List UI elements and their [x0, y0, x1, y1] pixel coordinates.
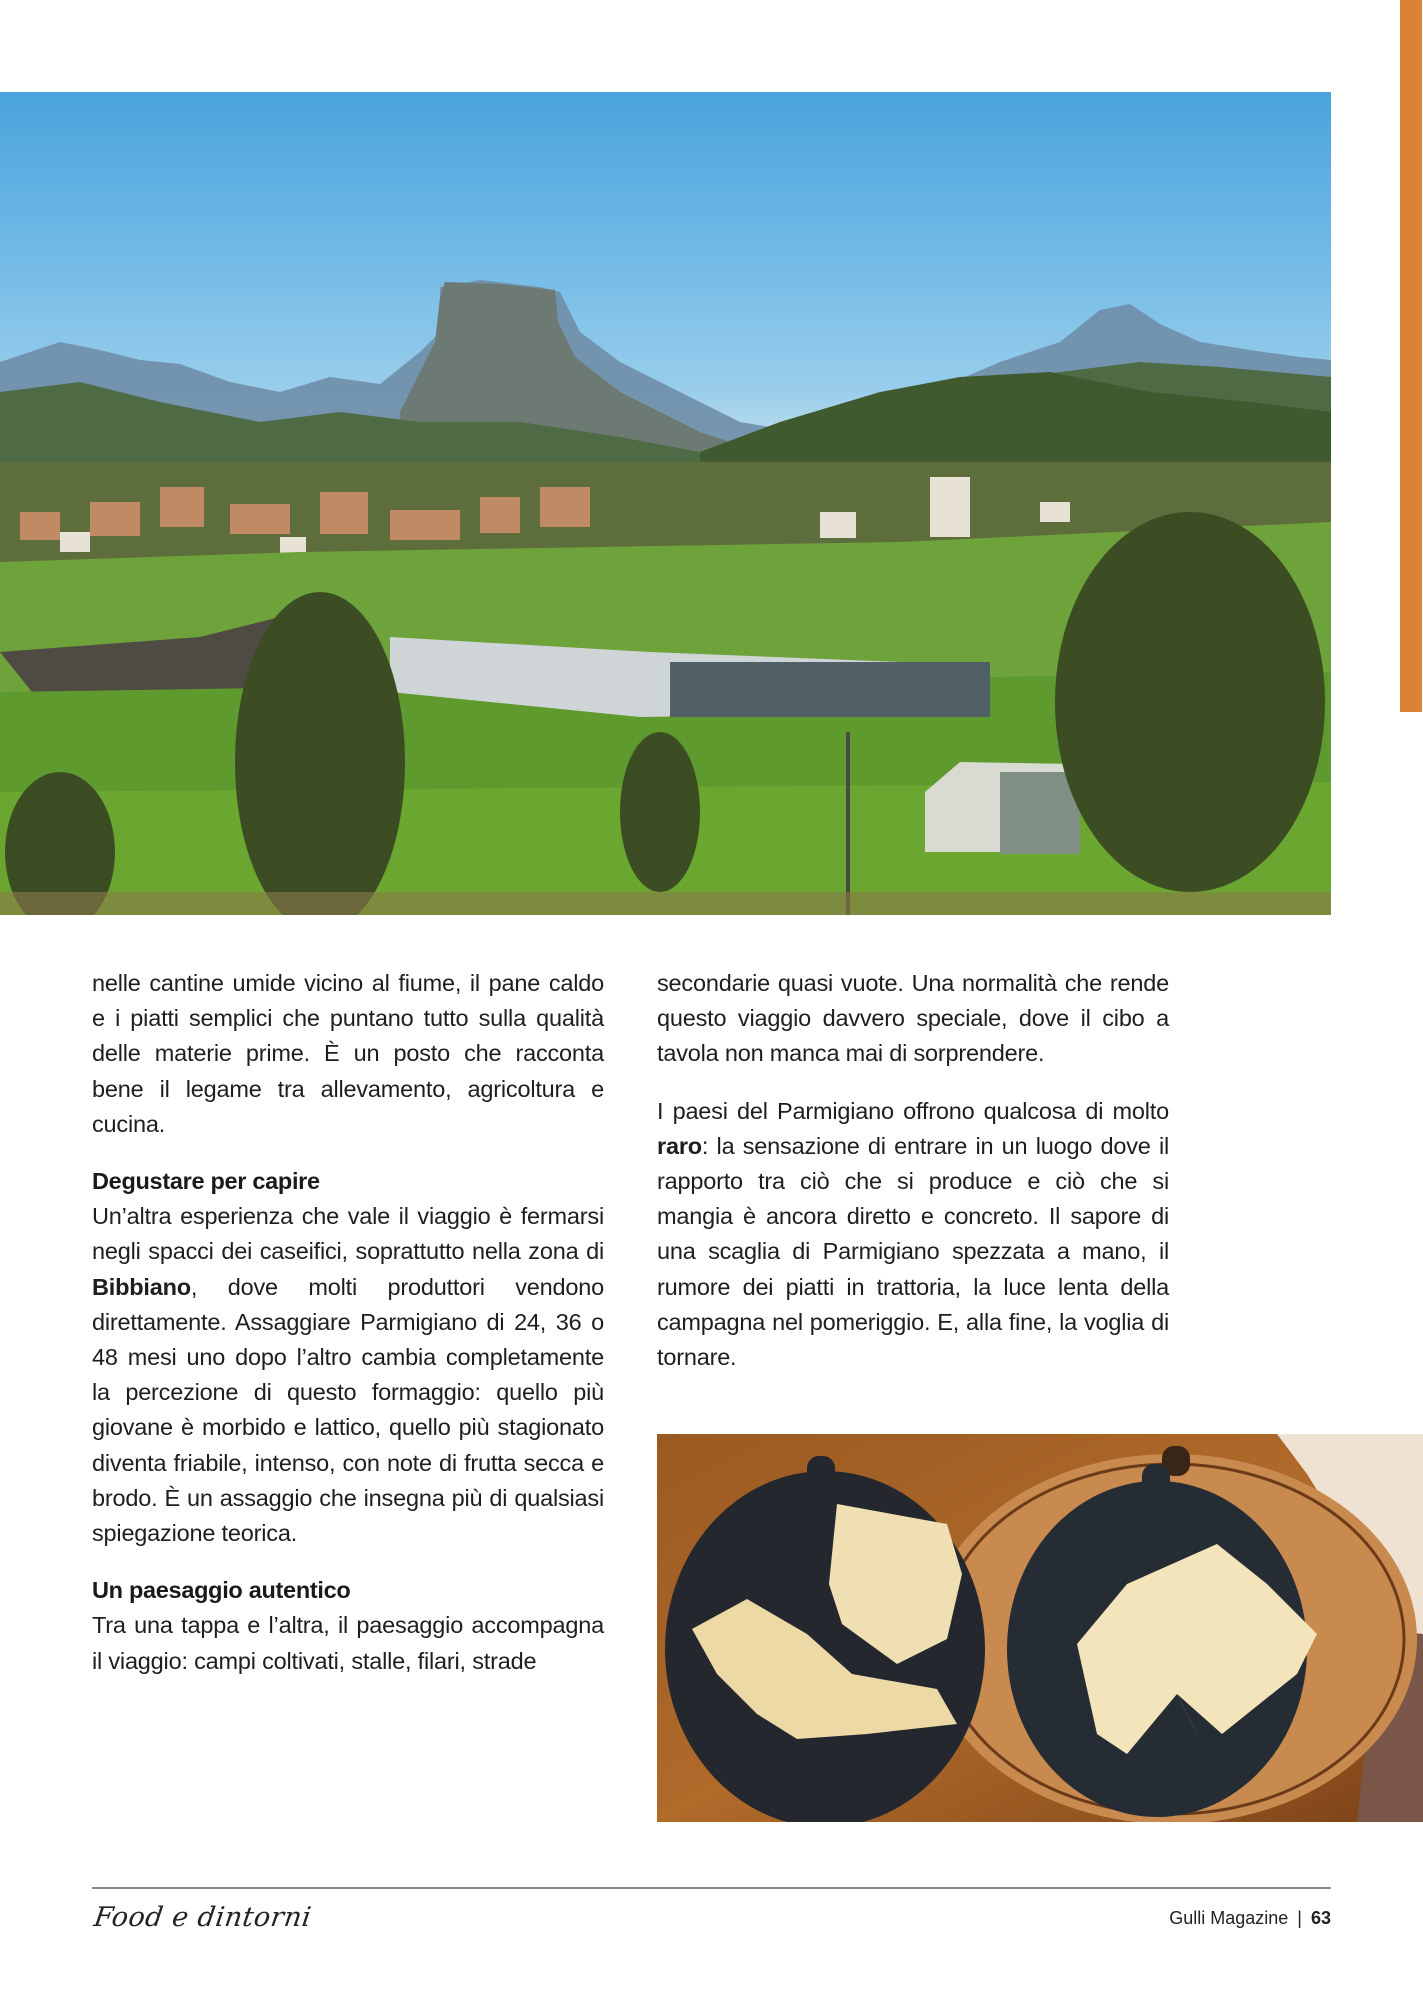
page-number: 63 — [1310, 1908, 1331, 1928]
section-heading-degustare: Degustare per capire — [92, 1168, 320, 1195]
bold-place-name: Bibbiano — [92, 1273, 191, 1300]
bold-emphasis: raro — [657, 1132, 702, 1159]
section-color-tab — [1400, 0, 1422, 712]
article-column-left — [92, 966, 604, 1701]
cheese-illustration — [657, 1434, 1423, 1822]
section-paragraph-paesaggio: Tra una tappa e l’altra, il paesaggio accompagna il viaggio: campi coltivati, stalle, filari, strade — [92, 1612, 604, 1674]
section-heading-paesaggio: Un paesaggio autentico — [92, 1577, 351, 1604]
article-column-right — [657, 966, 1169, 1397]
folio-separator: | — [1297, 1908, 1302, 1928]
footer-folio — [1169, 1908, 1331, 1929]
footer-section-name: Food e dintorni — [92, 1902, 314, 1933]
footer-divider — [92, 1887, 1331, 1889]
continuation-paragraph: secondarie quasi vuote. Una normalità che rende questo viaggio davvero speciale, dove il cibo a tavola non manca mai di sorprendere. — [657, 970, 1169, 1067]
magazine-name: Gulli Magazine — [1169, 1908, 1289, 1928]
cheese-photo — [657, 1434, 1423, 1822]
intro-paragraph: nelle cantine umide vicino al fiume, il pane caldo e i piatti semplici che puntano tutto sulla qualità delle materie prime. È un posto che racconta bene il legame tra allevamento, agricoltura e cucina. — [92, 970, 604, 1137]
landscape-photo — [0, 92, 1331, 915]
section-paragraph-degustare: Un’altra esperienza che vale il viaggio è fermarsi negli spacci dei caseifici, soprattutto nella zona di Bibbiano, dove molti produttori vendono direttamente. Assaggiare Parmigiano di 24, 36 o 48 mesi uno dopo l’altro cambia completamente la percezione di questo formaggio: quello più giovane è morbido e lattico, quello più stagionato diventa friabile, intenso, con note di frutta secca e brodo. È un assaggio che insegna più di qualsiasi spiegazione teorica. — [92, 1203, 604, 1547]
closing-paragraph: I paesi del Parmigiano offrono qualcosa di molto raro: la sensazione di entrare in un luogo dove il rapporto tra ciò che si produce e ciò che si mangia è ancora diretto e concreto. Il sapore di una scaglia di Parmigiano spezzata a mano, il rumore dei piatti in trattoria, la luce lenta della campagna nel pomeriggio. E, alla fine, la voglia di tornare. — [657, 1097, 1169, 1371]
landscape-illustration — [0, 92, 1331, 915]
